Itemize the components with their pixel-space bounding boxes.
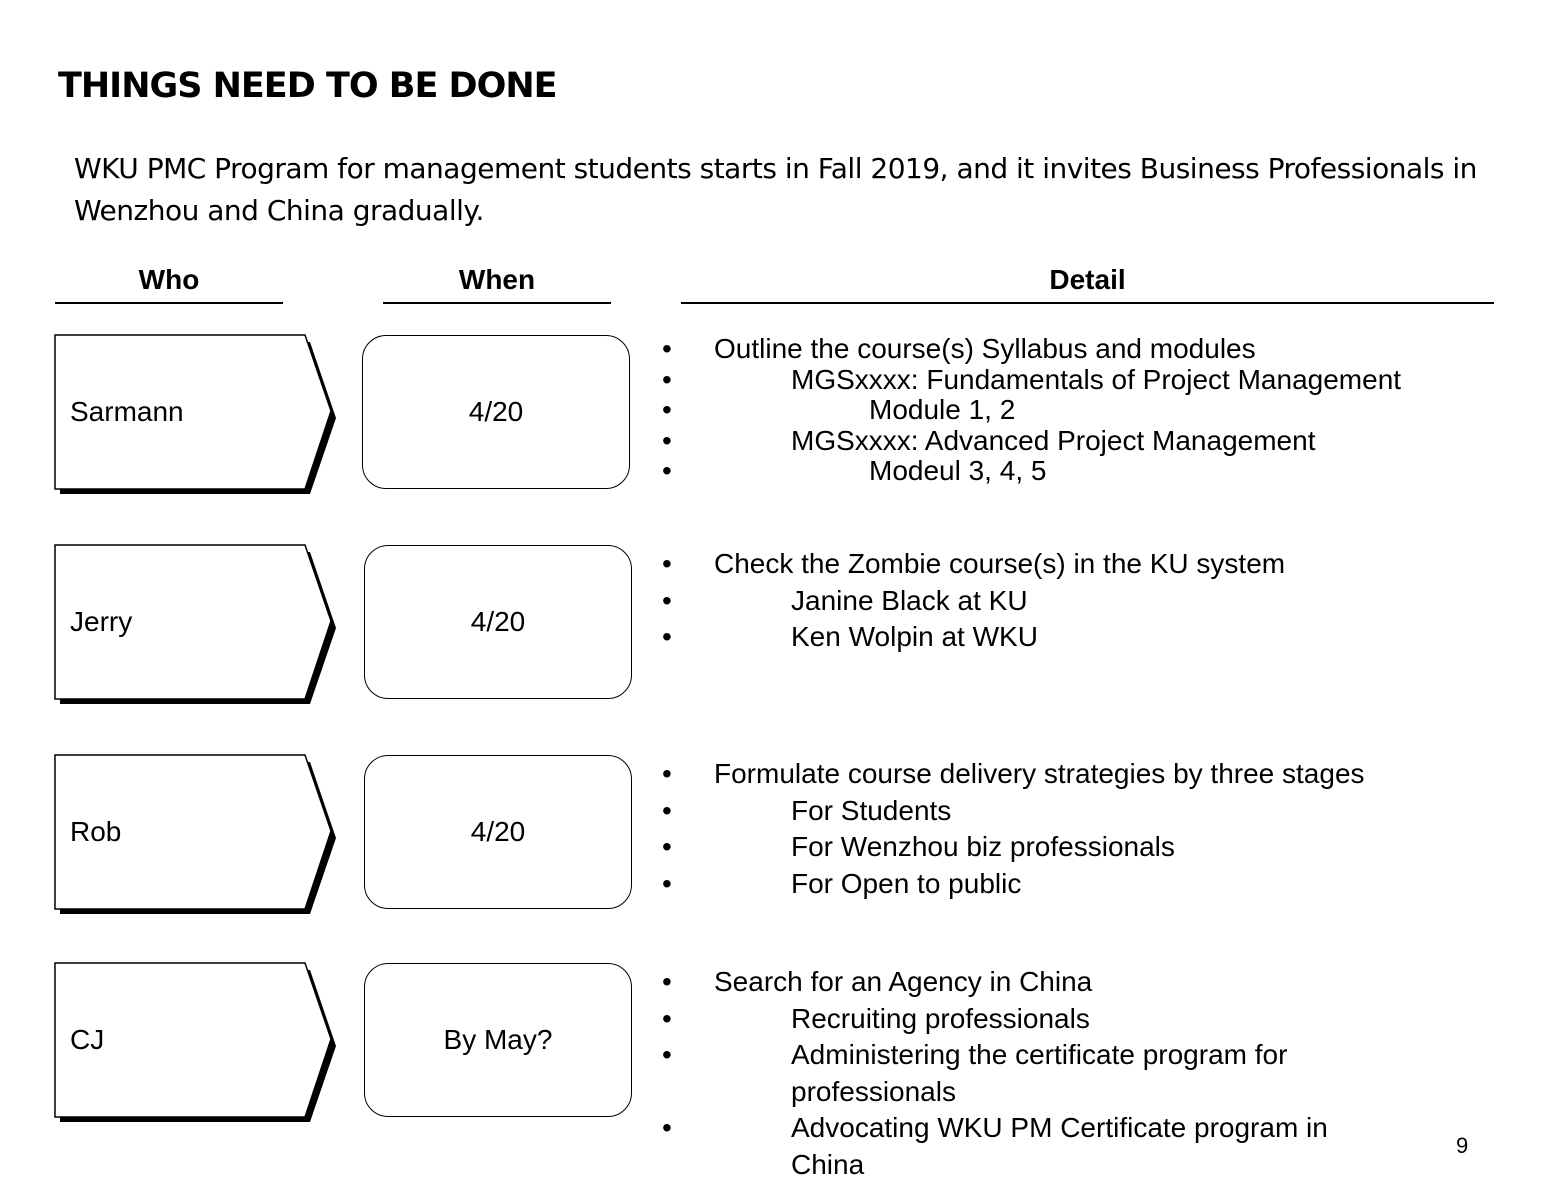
slide-title: THINGS NEED TO BE DONE — [58, 66, 557, 106]
detail-subsubitem: • Module 1, 2 — [686, 395, 1401, 426]
detail-list-sarmann — [686, 334, 1401, 487]
who-box-sarmann — [54, 334, 339, 494]
detail-subitem: • Ken Wolpin at WKU — [686, 619, 1285, 656]
detail-item: • Check the Zombie course(s) in the KU system — [686, 546, 1285, 583]
who-name: Rob — [70, 815, 122, 847]
detail-item: • Search for an Agency in China — [686, 964, 1346, 1001]
page-number: 9 — [1456, 1133, 1469, 1158]
detail-item: • Formulate course delivery strategies by three stages — [686, 756, 1365, 793]
slide-intro: WKU PMC Program for management students starts in Fall 2019, and it invites Business Professionals in Wenzhou and China gradually. — [74, 152, 1477, 227]
detail-subitem: • For Open to public — [686, 866, 1365, 903]
detail-subitem: • Administering the certificate program for professionals — [686, 1037, 1346, 1110]
detail-subitem: • For Wenzhou biz professionals — [686, 829, 1365, 866]
who-box-jerry — [54, 544, 339, 704]
who-box-cj — [54, 962, 339, 1122]
detail-subitem: • MGSxxxx: Advanced Project Management — [686, 426, 1401, 457]
detail-subitem: • MGSxxxx: Fundamentals of Project Management — [686, 365, 1401, 396]
when-box-rob: 4/20 — [364, 755, 632, 909]
when-box-jerry: 4/20 — [364, 545, 632, 699]
detail-list-jerry — [686, 546, 1285, 656]
when-box-cj: By May? — [364, 963, 632, 1117]
detail-list-cj — [686, 964, 1346, 1183]
who-name: Jerry — [70, 605, 133, 637]
detail-subitem: • Janine Black at KU — [686, 583, 1285, 620]
column-header-who: Who — [55, 264, 283, 304]
detail-subsubitem: • Modeul 3, 4, 5 — [686, 456, 1401, 487]
detail-item: • Outline the course(s) Syllabus and modules — [686, 334, 1401, 365]
detail-subitem: • Recruiting professionals — [686, 1001, 1346, 1038]
who-name: CJ — [70, 1023, 105, 1055]
detail-subitem: • For Students — [686, 793, 1365, 830]
detail-subitem: • Advocating WKU PM Certificate program in China — [686, 1110, 1346, 1183]
who-name: Sarmann — [70, 395, 184, 427]
who-box-rob — [54, 754, 339, 914]
column-header-when: When — [383, 264, 611, 304]
when-box-sarmann: 4/20 — [362, 335, 630, 489]
column-header-detail: Detail — [681, 264, 1494, 304]
detail-list-rob — [686, 756, 1365, 902]
